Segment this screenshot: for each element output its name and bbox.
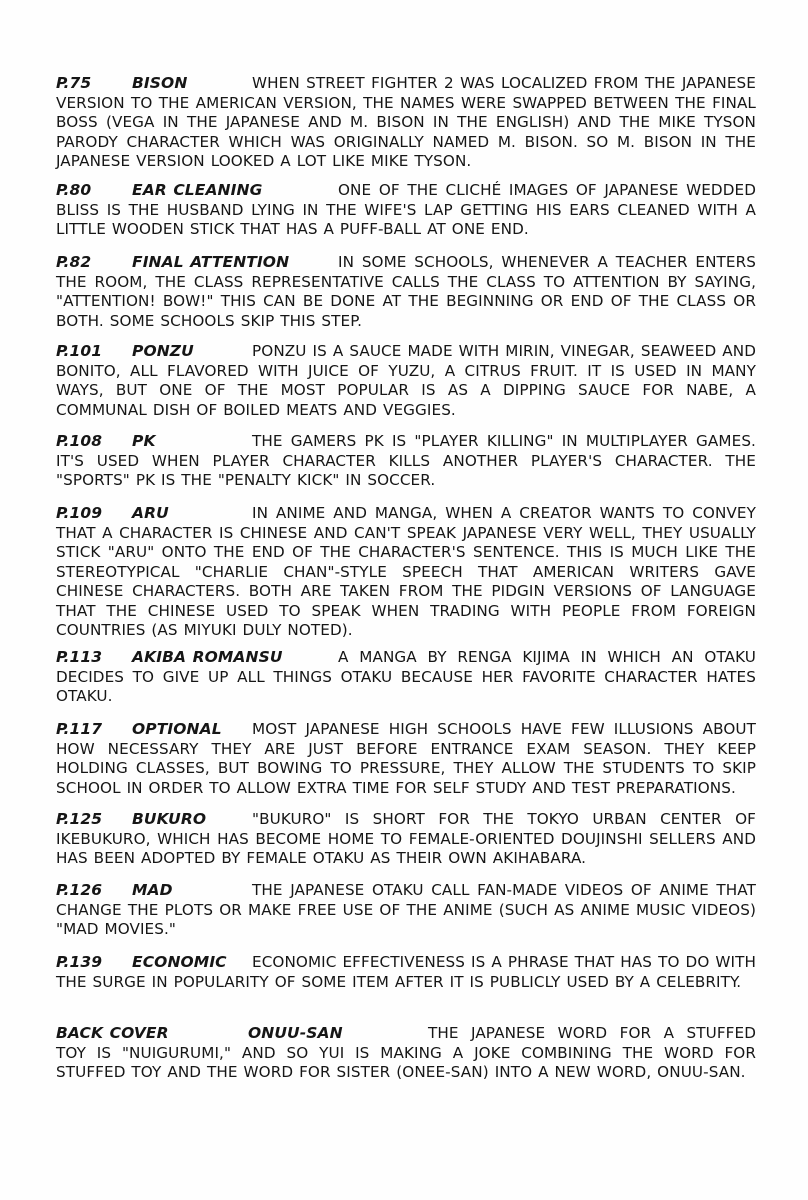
note-description: THE JAPANESE WORD FOR A STUFFED TOY IS "NUIGURUMI," AND SO YUI IS MAKING A JOKE COMBINING THE WORD FOR STUFFED TOY AND THE WORD FOR SISTER (ONEE-SAN) INTO A NEW WORD, ONUU-SAN. [56, 1024, 756, 1081]
note-mad [56, 881, 756, 940]
note-term: ONUU-SAN [248, 1024, 343, 1042]
note-term: OPTIONAL [132, 720, 222, 738]
note-page-ref: P.101 [56, 342, 103, 360]
note-description: ONE OF THE CLICHÉ IMAGES OF JAPANESE WEDDED BLISS IS THE HUSBAND LYING IN THE WIFE'S LAP GETTING HIS EARS CLEANED WITH A LITTLE WOODEN STICK THAT HAS A PUFF-BALL AT ONE END. [56, 181, 756, 238]
note-page-ref: P.82 [56, 253, 92, 271]
note-optional [56, 720, 756, 798]
note-economic [56, 953, 756, 992]
note-term: ECONOMIC [132, 953, 227, 971]
note-term: AKIBA ROMANSU [132, 648, 283, 666]
note-onuu-san [56, 1024, 756, 1083]
note-page-ref: P.108 [56, 432, 103, 450]
note-term: FINAL ATTENTION [132, 253, 290, 271]
note-term: EAR CLEANING [132, 181, 263, 199]
note-page-ref: P.113 [56, 648, 103, 666]
note-description: IN ANIME AND MANGA, WHEN A CREATOR WANTS TO CONVEY THAT A CHARACTER IS CHINESE AND CAN'T SPEAK JAPANESE VERY WELL, THEY USUALLY STICK "ARU" ONTO THE END OF THE CHARACTER'S SENTENCE. THIS IS MUCH LIKE THE STEREOTYPICAL "CHARLIE CHAN"-STYLE SPEECH THAT AMERICAN WRITERS GAVE CHINESE CHARACTERS. BOTH ARE TAKEN FROM THE PIDGIN VERSIONS OF LANGUAGE THAT THE CHINESE USED TO SPEAK WHEN TRADING WITH PEOPLE FROM FOREIGN COUNTRIES (AS MIYUKI DULY NOTED). [56, 504, 756, 639]
note-term: PK [132, 432, 156, 450]
note-page-ref: P.126 [56, 881, 103, 899]
note-page-ref: P.75 [56, 74, 92, 92]
note-ponzu [56, 342, 756, 420]
note-bukuro [56, 810, 756, 869]
note-term: ARU [132, 504, 169, 522]
note-page-ref: P.117 [56, 720, 103, 738]
note-term: BISON [132, 74, 188, 92]
note-bison [56, 74, 756, 172]
note-term: PONZU [132, 342, 194, 360]
note-final-attention [56, 253, 756, 331]
note-term: BUKURO [132, 810, 207, 828]
note-description: THE GAMERS PK IS "PLAYER KILLING" IN MULTIPLAYER GAMES. IT'S USED WHEN PLAYER CHARACTER KILLS ANOTHER PLAYER'S CHARACTER. THE "SPORTS" PK IS THE "PENALTY KICK" IN SOCCER. [56, 432, 756, 489]
note-term: MAD [132, 881, 173, 899]
note-page-ref: P.109 [56, 504, 103, 522]
note-ear-cleaning [56, 181, 756, 240]
note-description: A MANGA BY RENGA KIJIMA IN WHICH AN OTAKU DECIDES TO GIVE UP ALL THINGS OTAKU BECAUSE HER FAVORITE CHARACTER HATES OTAKU. [56, 648, 756, 705]
note-page-ref: BACK COVER [56, 1024, 169, 1042]
note-description: "BUKURO" IS SHORT FOR THE TOKYO URBAN CENTER OF IKEBUKURO, WHICH HAS BECOME HOME TO FEMALE-ORIENTED DOUJINSHI SELLERS AND HAS BEEN ADOPTED BY FEMALE OTAKU AS THEIR OWN AKIHABARA. [56, 810, 756, 867]
note-akiba-romansu [56, 648, 756, 707]
note-description: WHEN STREET FIGHTER 2 WAS LOCALIZED FROM THE JAPANESE VERSION TO THE AMERICAN VERSION, THE NAMES WERE SWAPPED BETWEEN THE FINAL BOSS (VEGA IN THE JAPANESE AND M. BISON IN THE ENGLISH) AND THE MIKE TYSON PARODY CHARACTER WHICH WAS ORIGINALLY NAMED M. BISON. SO M. BISON IN THE JAPANESE VERSION LOOKED A LOT LIKE MIKE TYSON. [56, 74, 756, 170]
note-description: IN SOME SCHOOLS, WHENEVER A TEACHER ENTERS THE ROOM, THE CLASS REPRESENTATIVE CALLS THE CLASS TO ATTENTION BY SAYING, "ATTENTION! BOW!" THIS CAN BE DONE AT THE BEGINNING OR END OF THE CLASS OR BOTH. SOME SCHOOLS SKIP THIS STEP. [56, 253, 756, 330]
note-description: PONZU IS A SAUCE MADE WITH MIRIN, VINEGAR, SEAWEED AND BONITO, ALL FLAVORED WITH JUICE OF YUZU, A CITRUS FRUIT. IT IS USED IN MANY WAYS, BUT ONE OF THE MOST POPULAR IS AS A DIPPING SAUCE FOR NABE, A COMMUNAL DISH OF BOILED MEATS AND VEGGIES. [56, 342, 756, 419]
note-page-ref: P.139 [56, 953, 103, 971]
note-aru [56, 504, 756, 641]
note-pk [56, 432, 756, 491]
note-description: ECONOMIC EFFECTIVENESS IS A PHRASE THAT HAS TO DO WITH THE SURGE IN POPULARITY OF SOME ITEM AFTER IT IS PUBLICLY USED BY A CELEBRITY. [56, 953, 756, 991]
note-description: MOST JAPANESE HIGH SCHOOLS HAVE FEW ILLUSIONS ABOUT HOW NECESSARY THEY ARE JUST BEFORE ENTRANCE EXAM SEASON. THEY KEEP HOLDING CLASSES, BUT BOWING TO PRESSURE, THEY ALLOW THE STUDENTS TO SKIP SCHOOL IN ORDER TO ALLOW EXTRA TIME FOR SELF STUDY AND TEST PREPARATIONS. [56, 720, 756, 797]
note-page-ref: P.80 [56, 181, 92, 199]
note-description: THE JAPANESE OTAKU CALL FAN-MADE VIDEOS OF ANIME THAT CHANGE THE PLOTS OR MAKE FREE USE OF THE ANIME (SUCH AS ANIME MUSIC VIDEOS) "MAD MOVIES." [56, 881, 756, 938]
note-page-ref: P.125 [56, 810, 103, 828]
